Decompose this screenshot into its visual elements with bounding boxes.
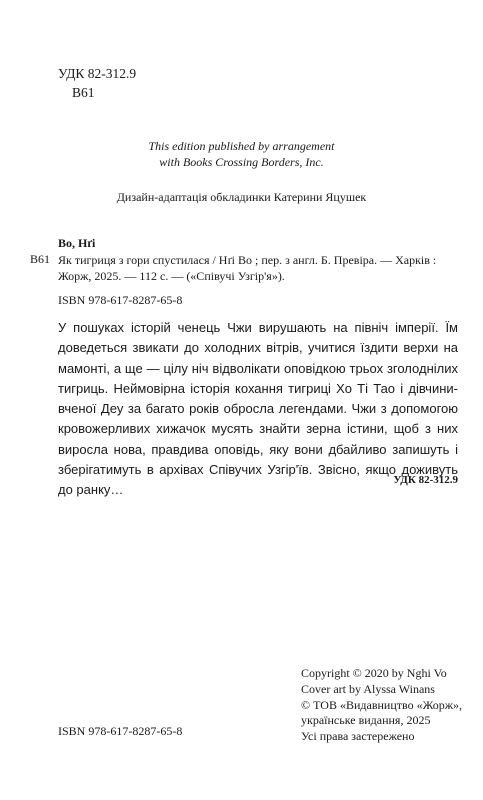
- isbn-footer: ISBN 978-617-8287-65-8: [58, 724, 183, 738]
- copyright-line-4: українське видання, 2025: [301, 713, 431, 728]
- copyright-block: [301, 666, 471, 745]
- copyright-line-3: © ТОВ «Видавництво «Жорж»,: [301, 697, 463, 712]
- catalog-code: В61: [30, 252, 51, 266]
- catalog-entry: [58, 235, 458, 285]
- arrangement-notice: [0, 138, 483, 170]
- catalog-description: Як тигриця з гори спустилася / Нґі Во ; пер. з англ. Б. Превіра. — Харків : Жорж, 2025. — 112 с. — («Співучі Узгір'я»).: [58, 252, 437, 283]
- arrangement-line-1: This edition published by arrangement: [148, 139, 335, 153]
- udk-header: [58, 64, 136, 102]
- udk-number: УДК 82-312.9: [58, 66, 137, 81]
- copyright-line-1: Copyright © 2020 by Nghi Vo: [301, 666, 447, 680]
- copyright-line-5: Усі права застережено: [301, 729, 415, 744]
- arrangement-line-2: with Books Crossing Borders, Inc.: [159, 155, 324, 169]
- design-credit: Дизайн-адаптація обкладинки Катерини Яцушек: [116, 190, 367, 204]
- catalog-author: Во, Нґі: [58, 236, 96, 250]
- copyright-line-2: Cover art by Alyssa Winans: [301, 681, 435, 696]
- book-annotation: У пошуках історій ченець Чжи вирушають на північ імперії. Їм доведеться звикати до холодних вітрів, учитися їздити верхи на мамонті, а ще — цілу ніч відволікати оповідкою трьох зголоднілих тигриць. Неймовірна історія кохання тигриці Хо Ті Тао і дівчини-вченої Деу за багато років обросла легендами. Чжи з допомогою кровожерливих хижачок мусять знайти зерна істини, щоб з них виросла нова, правдива оповідь, яку вони дбайливо запишуть і зберігатимуть в архівах Співучих Узгір'їв. Звісно, якщо доживуть до ранку…: [58, 320, 458, 498]
- library-code: В61: [72, 85, 95, 100]
- udk-footer: УДК 82-312.9: [393, 474, 458, 486]
- catalog-isbn: ISBN 978-617-8287-65-8: [58, 293, 183, 307]
